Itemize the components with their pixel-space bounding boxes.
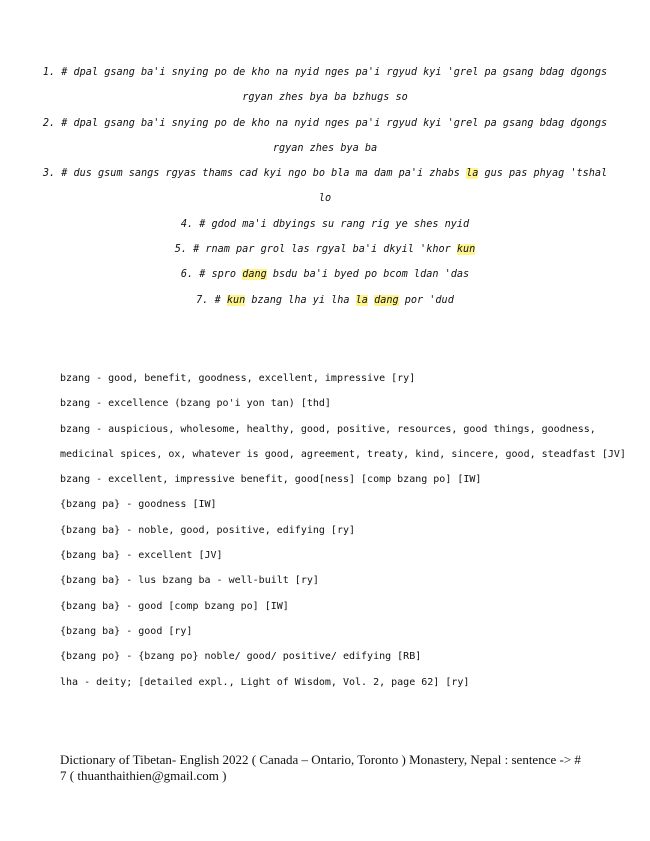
verse-list <box>40 60 610 313</box>
definition-entry: {bzang ba} - good [ry] <box>60 625 193 637</box>
verse-text: por 'dud <box>398 294 454 306</box>
verse-line <box>40 161 610 212</box>
highlighted-word: kun <box>226 294 246 306</box>
verse-line <box>40 237 610 262</box>
highlighted-word: la <box>466 168 479 180</box>
page-footer: Dictionary of Tibetan- English 2022 ( Canada – Ontario, Toronto ) Monastery, Nepal : sentence -> # 7 ( thuanthaithien@gmail.com ) <box>60 752 581 783</box>
definition-entry: {bzang ba} - good [comp bzang po] [IW] <box>60 600 289 612</box>
verse-line <box>40 212 610 237</box>
verse-text: 7. # <box>196 294 227 306</box>
definition-entry: bzang - excellence (bzang po'i yon tan) [thd] <box>60 398 331 410</box>
definition-entry: bzang - auspicious, wholesome, healthy, good, positive, resources, good things, goodness, medicinal spices, ox, whatever is good, agreement, treaty, kind, sincere, good, steadfast [JV] <box>60 423 626 460</box>
definition-entry: bzang - excellent, impressive benefit, good[ness] [comp bzang po] [IW] <box>60 474 482 486</box>
verse-text: 5. # rnam par grol las rgyal ba'i dkyil 'khor <box>174 244 457 256</box>
verse-text: 1. # dpal gsang ba'i snying po de kho na nyid nges pa'i rgyud kyi 'grel pa gsang bdag dgongs rgyan zhes bya ba bzhugs so <box>42 67 608 104</box>
verse-text: gus pas phyag 'tshal lo <box>318 168 608 205</box>
verse-line <box>40 111 610 162</box>
definition-list <box>60 366 635 695</box>
highlighted-word: kun <box>456 244 476 256</box>
verse-text: 4. # gdod ma'i dbyings su rang rig ye shes nyid <box>180 218 470 230</box>
verse-line <box>40 60 610 111</box>
definition-entry: bzang - good, benefit, goodness, excellent, impressive [ry] <box>60 373 416 384</box>
verse-text: 2. # dpal gsang ba'i snying po de kho na nyid nges pa'i rgyud kyi 'grel pa gsang bdag dgongs rgyan zhes bya ba <box>42 117 608 154</box>
verse-line <box>40 262 610 287</box>
verse-line <box>40 288 610 313</box>
definition-entry: {bzang po} - {bzang po} noble/ good/ positive/ edifying [RB] <box>60 651 422 663</box>
highlighted-word: dang <box>242 269 267 281</box>
verse-text: bzang lha yi lha <box>245 294 356 306</box>
verse-text: 3. # dus gsum sangs rgyas thams cad kyi ngo bo bla ma dam pa'i zhabs <box>42 168 467 180</box>
verse-text: 6. # spro <box>180 269 243 281</box>
definition-entry: {bzang ba} - lus bzang ba - well-built [ry] <box>60 575 319 587</box>
definition-entry: lha - deity; [detailed expl., Light of Wisdom, Vol. 2, page 62] [ry] <box>60 676 470 688</box>
definition-entry: {bzang pa} - goodness [IW] <box>60 499 217 511</box>
verse-text: bsdu ba'i byed po bcom ldan 'das <box>266 269 470 281</box>
highlighted-word: la <box>355 294 368 306</box>
highlighted-word: dang <box>374 294 399 306</box>
definition-entry: {bzang ba} - excellent [JV] <box>60 550 223 562</box>
definition-entry: {bzang ba} - noble, good, positive, edifying [ry] <box>60 524 356 536</box>
